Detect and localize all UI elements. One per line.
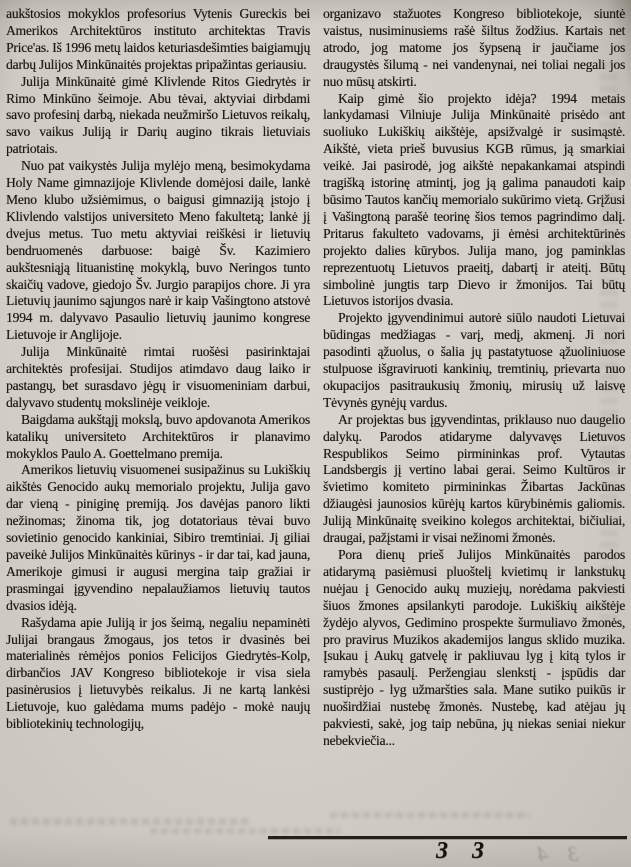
right-column	[323, 6, 625, 750]
showthrough-artifact	[150, 828, 340, 834]
showthrough-page-number: 3 4	[530, 841, 579, 866]
paragraph: Pora dienų prieš Julijos Minkūnaitės parodos atidarymą pasiėmusi pluoštelį kvietimų ir lankstukų nuėjau į Genocido aukų muziejų, norėdama pakviesti šiuos žmones apsilankyti parodoje. Lukiškių aikštėje žydėjo alyvos, Gedimino prospekte šurmuliavo žmonės, pro pravirus Muzikos akademijos langus sklido muzika. Įsukau į Aukų gatvelę ir pakliuvau lyg į kitą tylos ir ramybės pasaulį. Peržengiau slenkstį - įspūdis dar sustiprėjo - lyg užmaršties sala. Mane sutiko puikūs ir nuoširdžiai nustebę žmonės. Nustebę, kad atėjau jų pakviesti, sakė, jog taip nebūna, jų niekas seniai niekur nebekviečia...	[323, 547, 625, 748]
showthrough-artifact	[10, 818, 250, 825]
paragraph: aukštosios mokyklos profesorius Vytenis Gureckis bei Amerikos Architektūros instituto architektas Travis Price'as. Iš 1996 metų laidos keturiasdešimties baigiamųjų darbų Julijos Minkūnaitės projektas pripažintas geriausiu.	[6, 6, 310, 72]
paragraph: Julija Minkūnaitė rimtai ruošėsi pasirinktajai architektės profesijai. Studijos atimdavo daug laiko ir pastangų, bet surasdavo jėgų ir visuomeniniam darbui, dalyvavo studentų mokslinėje veikloje.	[6, 344, 310, 410]
paragraph: Ar projektas bus įgyvendintas, priklauso nuo daugelio dalykų. Parodos atidaryme dalyvavęs Lietuvos Respublikos Seimo pirmininkas prof. Vytautas Landsbergis jį vertino labai gerai. Seimo Kultūros ir švietimo komiteto pirmininkas Žibartas Jackūnas džiaugėsi jaunosios kūrėjų kartos kūrybinėmis galiomis. Juliją Minkūnaitę sveikino kolegos architektai, bičiuliai, draugai, pažįstami ir visai nežinomi žmonės.	[323, 411, 625, 546]
paragraph: Rašydama apie Juliją ir jos šeimą, negaliu nepaminėti Julijai brangaus žmogaus, jos tetos ir dvasinės bei materialinės rėmėjos ponios Felicijos Giedrytės-Kolp, dirbančios JAV Kongreso bibliotekoje ir visa siela pasinėrusios į lietuvybės reikalus. Ji ne kartą lankėsi Lietuvoje, kuo galėdama mums padėjo - mokė naujų bibliotekinių technologijų,	[6, 614, 310, 732]
paragraph: Amerikos lietuvių visuomenei susipažinus su Lukiškių aikštės Genocido aukų memorialo projektu, Julija gavo dar vieną - piniginę premiją. Jos davėjas panoro likti nežinomas; žinoma tik, jog dotatoriaus tėvai buvo sovietinio genocido kankiniai, Sibiro tremtiniai. Jį giliai paveikė Julijos Minkūnaitės kūrinys - ir dar tai, kad jauna, Amerikoje gimusi ir augusi mergina taip gražiai ir prasmingai įgyvendino nepalaužiamos lietuvių tautos dvasios idėją.	[6, 462, 310, 613]
paragraph: Nuo pat vaikystės Julija mylėjo meną, besimokydama Holy Name gimnazijoje Klivlende domėjosi daile, lankė Meno klubo užsiėmimus, o baigusi gimnaziją įstojo į Klivlendo valstijos universiteto Meno fakultetą; lankė jį dvejus metus. Tuo metu aktyviai reiškėsi ir lietuvių bendruomenės darbuose: baigė Šv. Kazimiero aukštesniąją lituanistinę mokyklą, buvo Neringos tunto skaičių vadove, giedojo Šv. Jurgio parapijos chore. Ji yra Lietuvių jaunimo sąjungos narė ir kaip Vašingtono atstovė 1994 m. dalyvavo Pasaulio lietuvių jaunimo kongrese Lietuvoje ir Anglijoje.	[6, 158, 310, 343]
showthrough-artifact	[330, 812, 530, 818]
paragraph: Projekto įgyvendinimui autorė siūlo naudoti Lietuvai būdingas medžiagas - varį, medį, akmenį. Ji nori pasodinti ąžuolus, o šalia jų pastatytuose ąžuoliniuose stulpuose išgraviruoti kankinių, tremtinių, prievarta nuo okupacijos pasitraukusių žmonių, mirusių už laisvę Tėvynės gynėjų vardus.	[323, 310, 625, 410]
paragraph: Julija Minkūnaitė gimė Klivlende Ritos Giedrytės ir Rimo Minkūno šeimoje. Abu tėvai, aktyviai dirbdami savo profesinį darbą, niekada neužmiršo Lietuvos reikalų, savo vaikus Juliją ir Darių augino tikrais lietuviais patriotais.	[6, 73, 310, 157]
page-number: 3 3	[436, 838, 493, 864]
paragraph: organizavo stažuotes Kongreso bibliotekoje, siuntė vaistus, nusiminusiems rašė šiltus žodžius. Kartais net atrodo, jog matome jos šypseną ir jaučiame jos draugystės šilumą - nei vandenynai, nei toliai negali jos nuo mūsų atskirti.	[323, 6, 625, 89]
paragraph: Kaip gimė šio projekto idėja? 1994 metais lankydamasi Vilniuje Julija Minkūnaitė prisėdo ant suoliuko Lukiškių aikštėje, apsižvalgė ir susimąstė. Aikštė, vieta prieš buvusius KGB rūmus, ją smarkiai veikė. Jai pasirodė, jog aikštė nepakankamai atspindi tragišką istorinę atmintį, jog ją galima panaudoti kaip būsimo Tautos kančių memorialo sukūrimo vietą. Grįžusi į Vašingtoną parašė teorinę šios temos pagrindimo dalį. Pritarus fakulteto vadovams, ji ėmėsi architektūrinės projekto dalies kūrybos. Julija mano, jog paminklas reprezentuotų Lietuvos praeitį, dabartį ir ateitį. Būtų simbolinė jungtis tarp Dievo ir žmonijos. Tai būtų Lietuvos istorijos dvasia.	[323, 90, 625, 309]
left-column	[6, 6, 310, 733]
paragraph: Baigdama aukštąjį mokslą, buvo apdovanota Amerikos katalikų universiteto Architektūros ir planavimo mokyklos Paulo A. Goettelmano premija.	[6, 411, 310, 461]
